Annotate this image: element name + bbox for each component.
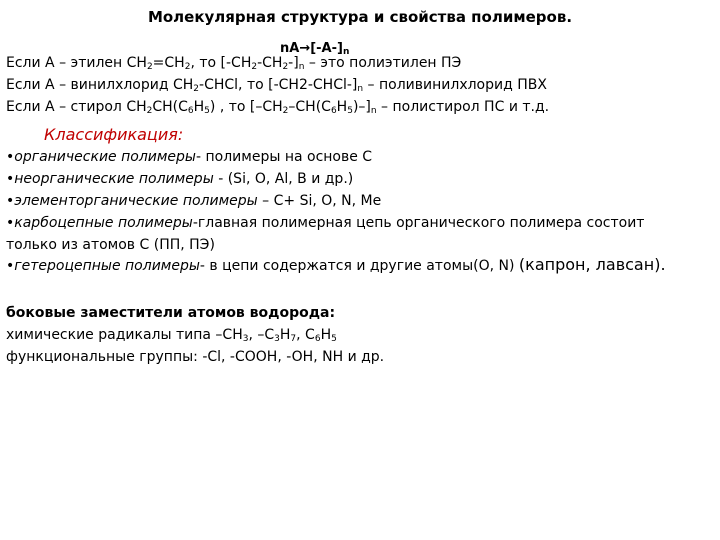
list-item-organic <box>6 148 372 166</box>
page-title: Молекулярная структура и свойства полимеров. <box>147 8 573 26</box>
item-text: - полимеры на основе С <box>196 149 373 165</box>
text-run: – это полиэтилен ПЭ <box>304 55 462 71</box>
text-run: -CHCl, то [-CH2-CHCl-] <box>199 77 358 93</box>
subscript: 2 <box>282 62 289 72</box>
text-run: , C <box>296 327 315 343</box>
subscript: 2 <box>251 62 258 72</box>
text-run: , –C <box>248 327 275 343</box>
text-run: химические радикалы типа –CH <box>6 327 243 343</box>
text-run: H <box>336 99 348 115</box>
list-item-inorganic <box>6 170 353 188</box>
list-item-carbochain-continued: только из атомов С (ПП, ПЭ) <box>6 237 215 253</box>
bullet-mark: • <box>6 258 15 274</box>
item-term: гетероцепные полимеры <box>14 258 200 274</box>
subscript: 5 <box>347 106 353 116</box>
example-line-vinyl-chloride <box>6 76 547 94</box>
text-run: H <box>193 99 205 115</box>
bullet-mark: • <box>6 193 15 209</box>
text-run: )–] <box>352 99 371 115</box>
item-text: -главная полимерная цепь органического полимера состоит <box>192 215 645 231</box>
example-line-styrene <box>6 98 549 116</box>
text-run: H <box>320 327 332 343</box>
radicals-line <box>6 326 337 344</box>
subscript: 6 <box>330 106 337 116</box>
subscript: 7 <box>290 334 297 344</box>
text-run: – полистирол ПС и т.д. <box>376 99 550 115</box>
subscript: 5 <box>331 334 337 344</box>
item-text: - (Si, O, Al, B и др.) <box>213 171 354 187</box>
bullet-mark: • <box>6 149 15 165</box>
subscript: 6 <box>314 334 321 344</box>
text-run: Если А – стирол CH <box>6 99 147 115</box>
subscript: 2 <box>282 106 289 116</box>
functional-groups-line: функциональные группы: -Cl, -COOH, -OH, NH и др. <box>6 349 385 365</box>
list-item-organoelement <box>6 192 381 210</box>
text-run: ) , то [–CH <box>209 99 283 115</box>
subscript: 6 <box>187 106 194 116</box>
bullet-mark: • <box>6 215 15 231</box>
subscript: 2 <box>193 84 200 94</box>
item-term: неорганические полимеры <box>14 171 214 187</box>
text-run: Если А – этилен CH <box>6 55 147 71</box>
text-run: CH(C <box>152 99 188 115</box>
text-run: =CH <box>152 55 185 71</box>
text-run: -CH <box>257 55 283 71</box>
text-run: – поливинилхлорид ПВХ <box>363 77 547 93</box>
formula-main: nA→[-A-] <box>280 41 343 56</box>
item-text: – С+ Si, O, N, Me <box>257 193 382 209</box>
item-term: элементорганические полимеры <box>14 193 258 209</box>
item-examples: (капрон, лавсан). <box>518 255 666 274</box>
subscript: n <box>298 62 305 72</box>
example-line-ethylene <box>6 54 461 72</box>
text-run: , то [-CH <box>190 55 252 71</box>
item-term: органические полимеры <box>14 149 196 165</box>
text-run: –CH(C <box>288 99 331 115</box>
item-text: - в цепи содержатся и другие атомы(O, N) <box>199 258 519 274</box>
text-run: H <box>279 327 291 343</box>
bullet-mark: • <box>6 171 15 187</box>
classification-heading: Классификация: <box>44 125 184 144</box>
list-item-carbochain <box>6 214 644 232</box>
subscript: 3 <box>274 334 280 344</box>
formula-subscript: n <box>342 47 350 57</box>
subscript: n <box>357 84 364 94</box>
side-substituents-heading: боковые заместители атомов водорода: <box>6 305 336 321</box>
subscript: 2 <box>146 106 153 116</box>
subscript: 3 <box>242 334 249 344</box>
subscript: 5 <box>204 106 210 116</box>
subscript: 2 <box>146 62 153 72</box>
text-run: -] <box>288 55 299 71</box>
item-term: карбоцепные полимеры <box>14 215 193 231</box>
subscript: 2 <box>184 62 191 72</box>
list-item-heterochain <box>6 256 666 275</box>
subscript: n <box>370 106 377 116</box>
text-run: Если А – винилхлорид CH <box>6 77 194 93</box>
